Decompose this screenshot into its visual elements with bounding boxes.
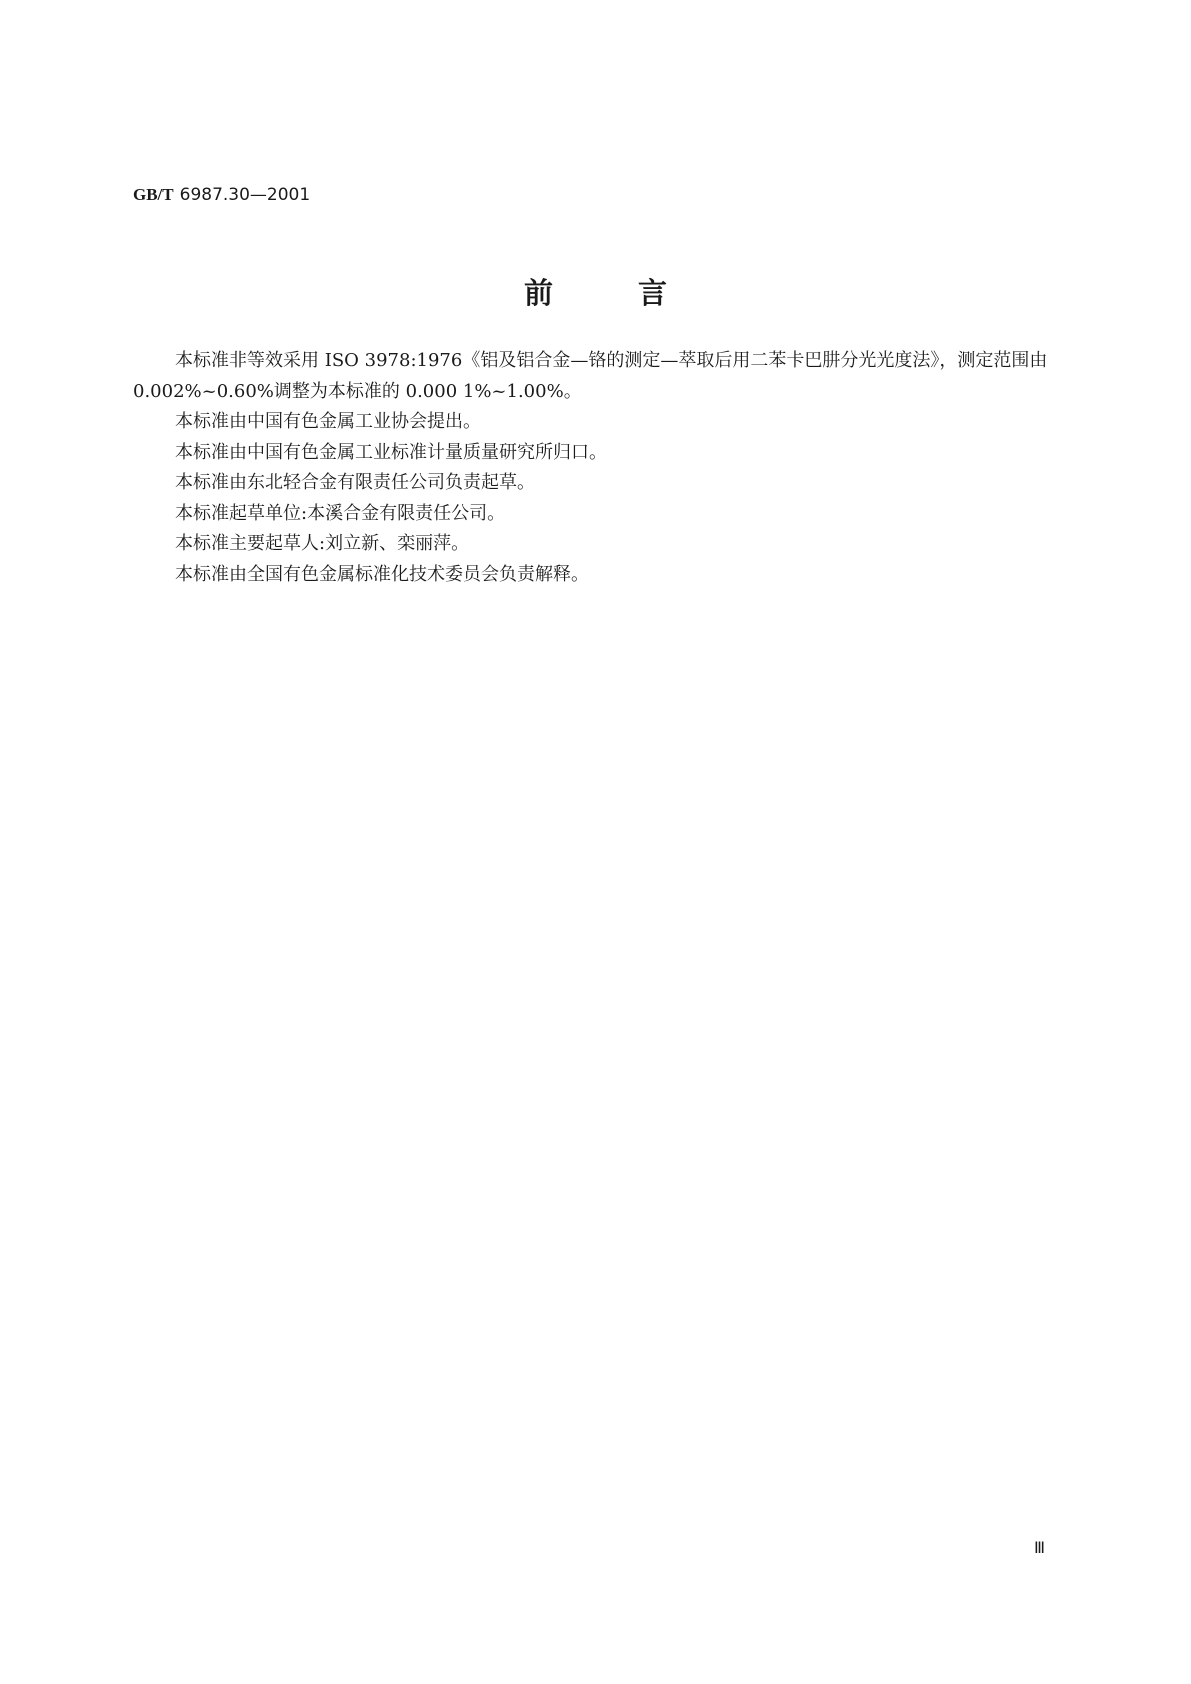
preface-body <box>133 346 1073 590</box>
preface-paragraph: 本标准由全国有色金属标准化技术委员会负责解释。 <box>175 563 589 585</box>
preface-paragraph: 本标准由中国有色金属工业标准计量质量研究所归口。 <box>175 441 607 463</box>
standard-code: GB/T <box>133 185 174 204</box>
preface-paragraph: 本标准起草单位:本溪合金有限责任公司。 <box>175 502 506 524</box>
standard-number-header <box>133 184 310 206</box>
page-title: 前言 <box>523 276 752 310</box>
standard-number: 6987.30—2001 <box>179 185 311 205</box>
preface-paragraph: 本标准主要起草人:刘立新、栾丽萍。 <box>175 533 470 554</box>
preface-paragraph: 本标准由中国有色金属工业协会提出。 <box>175 411 481 432</box>
preface-paragraph: 本标准由东北轻合金有限责任公司负责起草。 <box>175 472 535 493</box>
page-number: Ⅲ <box>1034 1540 1046 1557</box>
preface-paragraph: 本标准非等效采用 ISO 3978:1976《铝及铝合金—铬的测定—萃取后用二苯卡巴肼分光光度法》，测定范围由 0.002%~0.60%调整为本标准的 0.000 1%~1.00%。 <box>133 350 1054 402</box>
